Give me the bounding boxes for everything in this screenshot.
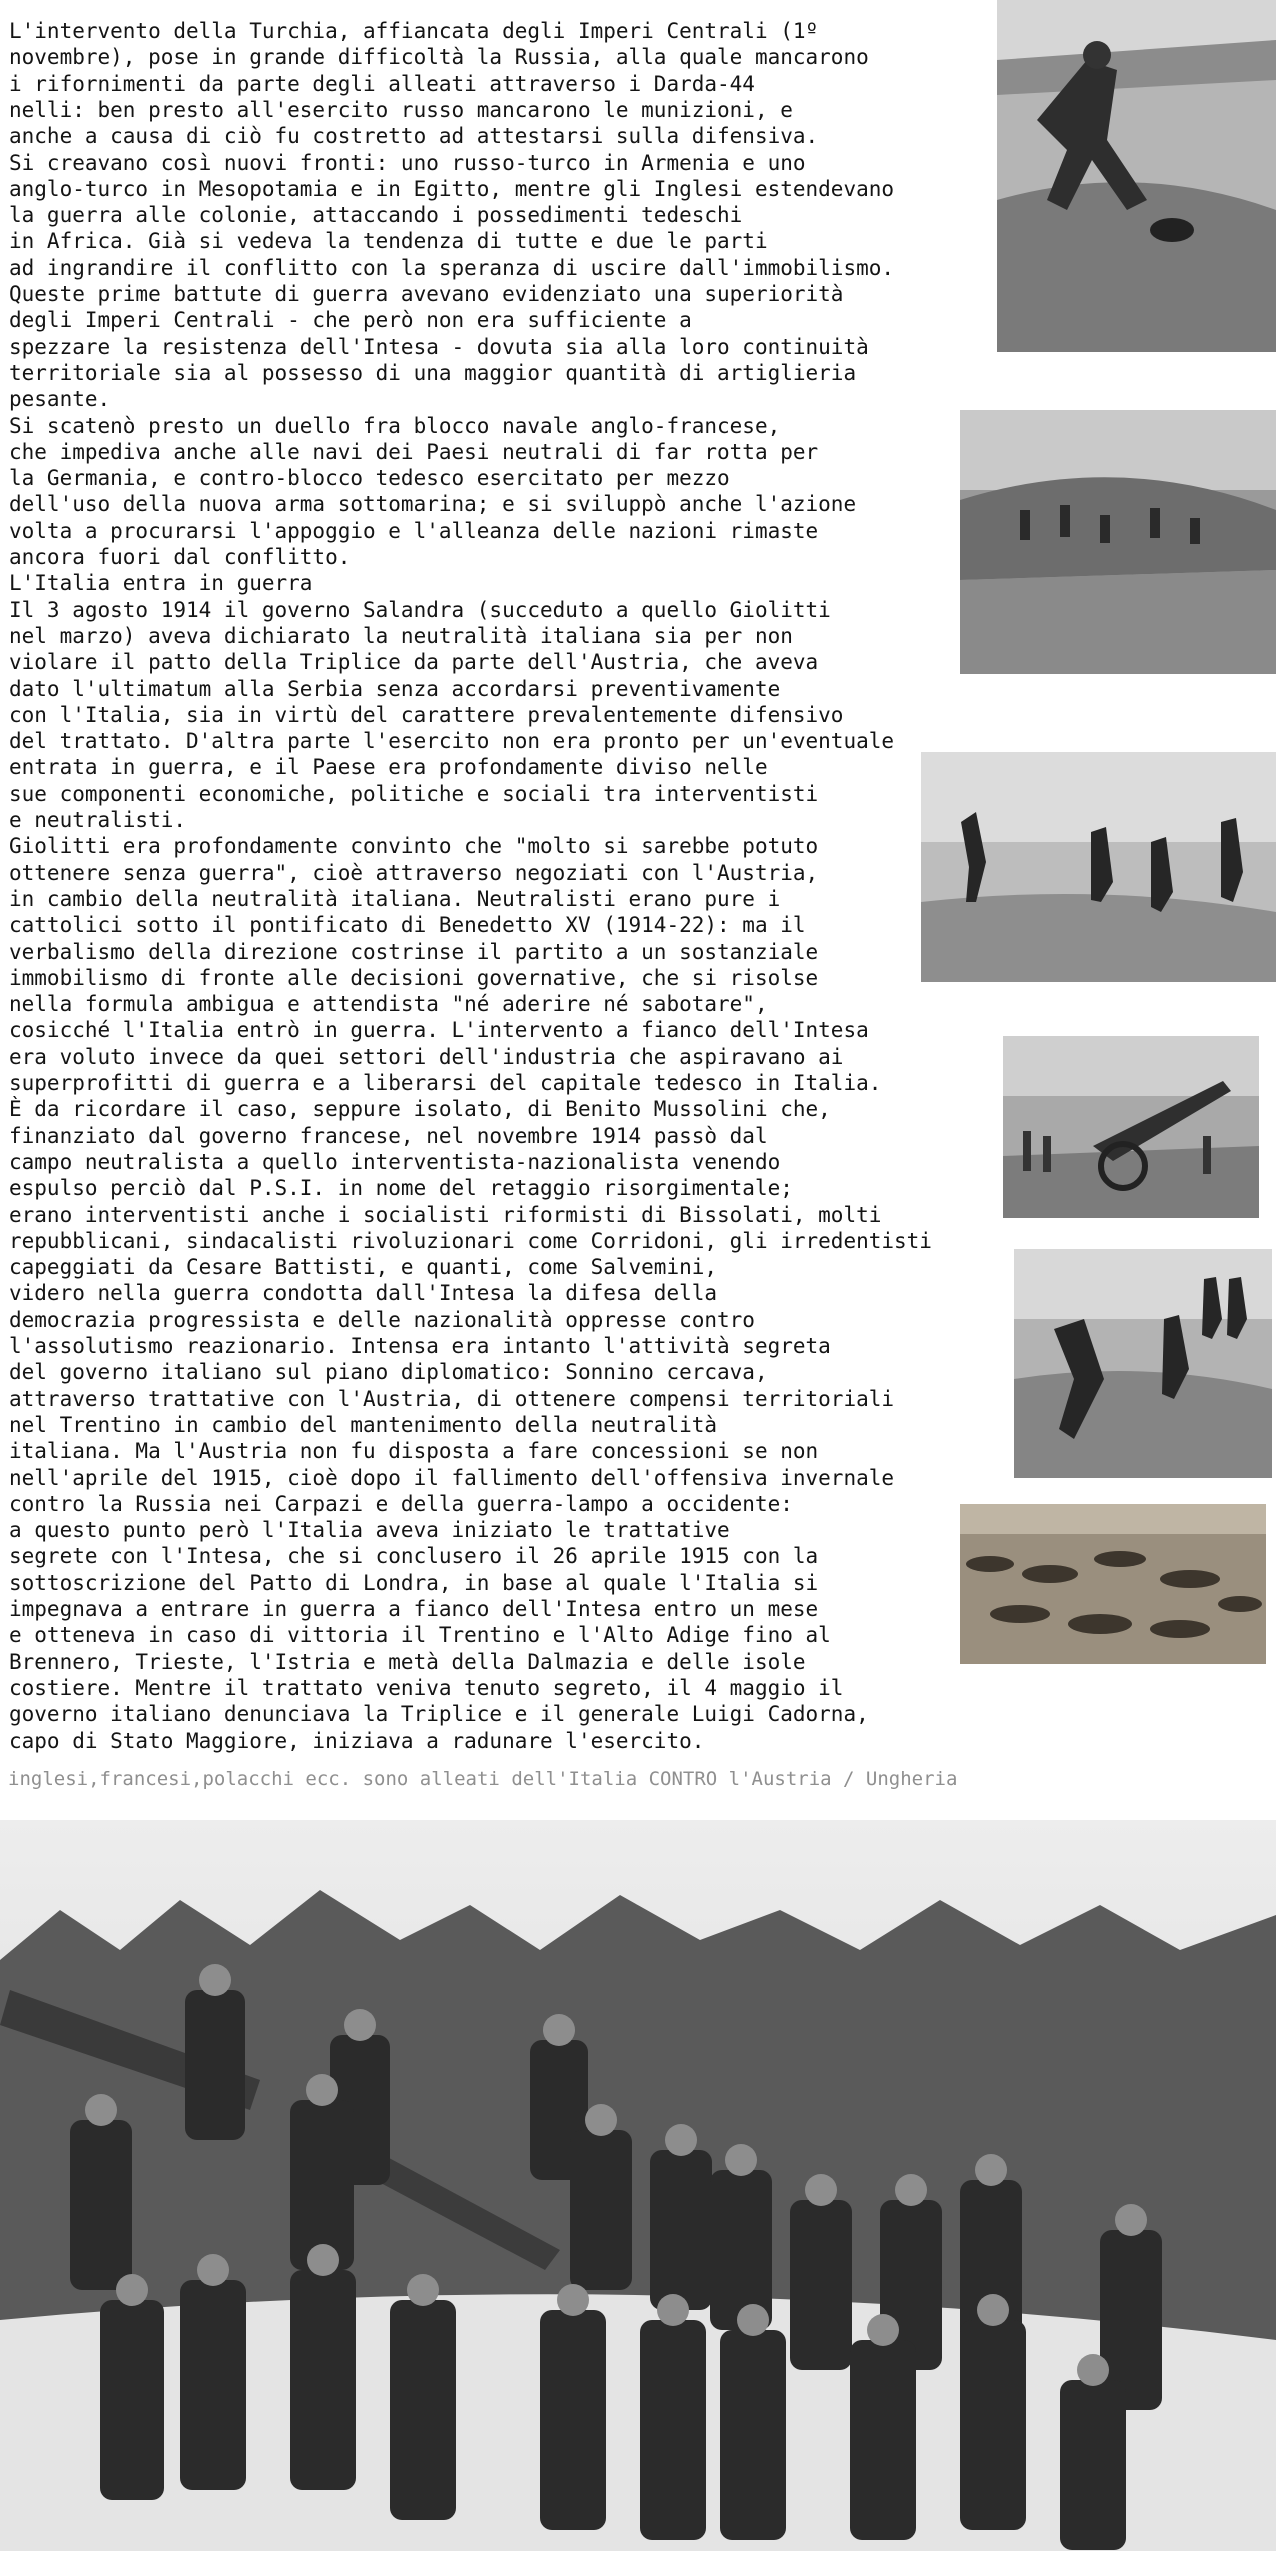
article-line: nel marzo) aveva dichiarato la neutralità italiana sia per non (9, 623, 793, 648)
article-line: anche a causa di ciò fu costretto ad attestarsi sulla difensiva. (9, 124, 819, 149)
article-line: territoriale sia al possesso di una maggior quantità di artiglieria (9, 360, 857, 385)
article-line: videro nella guerra condotta dall'Intesa la difesa della (9, 1281, 718, 1306)
article-line: campo neutralista a quello interventista-nazionalista venendo (9, 1149, 781, 1174)
article-line: in cambio della neutralità italiana. Neutralisti erano pure i (9, 886, 781, 911)
article-line: capo di Stato Maggiore, iniziava a radunare l'esercito. (9, 1728, 705, 1753)
group-portrait-photo-icon (0, 1820, 1276, 2551)
photo-soldiers-falling (1014, 1249, 1272, 1478)
article-line: costiere. Mentre il trattato veniva tenuto segreto, il 4 maggio il (9, 1675, 844, 1700)
article-line: l'assolutismo reazionario. Intensa era intanto l'attività segreta (9, 1334, 831, 1358)
article-line: che impediva anche alle navi dei Paesi neutrali di far rotta per (9, 439, 819, 464)
article-line: attraverso trattative con l'Austria, di ottenere compensi territoriali (9, 1386, 895, 1411)
article-line: sue componenti economiche, politiche e sociali tra interventisti (9, 781, 819, 806)
photo-soldiers-charging (921, 752, 1276, 982)
article-line: volta a procurarsi l'appoggio e l'alleanza delle nazioni rimaste (9, 518, 819, 543)
article-line: nella formula ambigua e attendista "né aderire né sabotare", (9, 992, 768, 1017)
article-line: la Germania, e contro-blocco tedesco esercitato per mezzo (9, 466, 730, 491)
article-line: immobilismo di fronte alle decisioni governative, che si risolse (9, 965, 819, 990)
photo-battlefield-assault (960, 410, 1276, 674)
fallen-soldiers-photo-icon (960, 1504, 1266, 1664)
article-line: degli Imperi Centrali - che però non era sufficiente a (9, 308, 692, 333)
article-line: pesante. (9, 387, 111, 412)
article-line: era voluto invece da quei settori dell'industria che aspiravano ai (9, 1044, 844, 1069)
article-line: finanziato dal governo francese, nel novembre 1914 passò dal (9, 1123, 768, 1148)
article-line: È da ricordare il caso, seppure isolato, di Benito Mussolini che, (9, 1097, 831, 1122)
article-line: entrata in guerra, e il Paese era profondamente diviso nelle (9, 755, 768, 780)
article-line: e neutralisti. (9, 808, 187, 832)
article-line: del trattato. D'altra parte l'esercito non era pronto per un'eventuale (9, 729, 895, 754)
article-line: dell'uso della nuova arma sottomarina; e si sviluppò anche l'azione (9, 492, 857, 517)
article-line: ancora fuori dal conflitto. (9, 545, 351, 569)
article-line: del governo italiano sul piano diplomatico: Sonnino cercava, (9, 1360, 768, 1385)
article-line: espulso perciò dal P.S.I. in nome del retaggio risorgimentale; (9, 1176, 793, 1201)
article-line: italiana. Ma l'Austria non fu disposta a fare concessioni se non (9, 1439, 819, 1464)
article-line: repubblicani, sindacalisti rivoluzionari come Corridoni, gli irredentisti (9, 1228, 932, 1253)
article-line: nelli: ben presto all'esercito russo mancarono le munizioni, e (9, 97, 793, 122)
article-line: democrazia progressista e delle nazionalità oppresse contro (9, 1307, 755, 1332)
article-line: superprofitti di guerra e a liberarsi del capitale tedesco in Italia. (9, 1071, 882, 1095)
photo-caption: inglesi,francesi,polacchi ecc. sono alleati dell'Italia CONTRO l'Austria / Ungheria (8, 1768, 958, 1790)
article-line: L'Italia entra in guerra (9, 571, 313, 596)
battlefield-photo-icon (960, 410, 1276, 674)
soldier-trench-photo-icon (997, 0, 1276, 352)
article-line: Si scatenò presto un duello fra blocco navale anglo-francese, (9, 413, 781, 438)
article-line: contro la Russia nei Carpazi e della guerra-lampo a occidente: (9, 1491, 793, 1516)
article-line: Giolitti era profondamente convinto che "molto si sarebbe potuto (9, 834, 819, 859)
article-line: novembre), pose in grande difficoltà la Russia, alla quale mancarono (9, 45, 869, 70)
soldiers-charging-photo-icon (921, 752, 1276, 982)
article-line: violare il patto della Triplice da parte dell'Austria, che aveva (9, 650, 819, 675)
article-line: nell'aprile del 1915, cioè dopo il fallimento dell'offensiva invernale (9, 1465, 895, 1490)
photo-artillery-gun (1003, 1036, 1259, 1218)
article-line: impegnava a entrare in guerra a fianco dell'Intesa entro un mese (9, 1597, 819, 1621)
article-line: L'intervento della Turchia, affiancata degli Imperi Centrali (1º (9, 19, 819, 43)
photo-fallen-soldiers-field (960, 1504, 1266, 1664)
article-line: anglo-turco in Mesopotamia e in Egitto, mentre gli Inglesi estendevano (9, 176, 895, 201)
article-line: nel Trentino in cambio del mantenimento della neutralità (9, 1412, 718, 1437)
article-line: con l'Italia, sia in virtù del carattere prevalentemente difensivo (9, 702, 844, 727)
article-line: spezzare la resistenza dell'Intesa - dovuta sia alla loro continuità (9, 334, 869, 359)
article-line: i rifornimenti da parte degli alleati attraverso i Darda-44 (9, 71, 755, 96)
artillery-photo-icon (1003, 1036, 1259, 1218)
article-line: segrete con l'Intesa, che si conclusero il 26 aprile 1915 con la (9, 1544, 819, 1569)
article-line: Brennero, Trieste, l'Istria e metà della Dalmazia e delle isole (9, 1649, 806, 1674)
article-line: capeggiati da Cesare Battisti, e quanti, come Salvemini, (9, 1255, 718, 1280)
photo-group-artillery-snow (0, 1820, 1276, 2551)
article-line: erano interventisti anche i socialisti riformisti di Bissolati, molti (9, 1202, 882, 1227)
article-line: in Africa. Già si vedeva la tendenza di tutte e due le parti (9, 229, 768, 254)
photo-soldier-trench (997, 0, 1276, 352)
article-line: cattolici sotto il pontificato di Benedetto XV (1914-22): ma il (9, 913, 806, 938)
article-line: dato l'ultimatum alla Serbia senza accordarsi preventivamente (9, 676, 781, 701)
article-line: Queste prime battute di guerra avevano evidenziato una superiorità (9, 282, 844, 306)
article-line: Si creavano così nuovi fronti: uno russo-turco in Armenia e uno (9, 150, 806, 175)
article-line: la guerra alle colonie, attaccando i possedimenti tedeschi (9, 203, 743, 228)
article-line: ad ingrandire il conflitto con la speranza di uscire dall'immobilismo. (9, 255, 895, 280)
article-line: Il 3 agosto 1914 il governo Salandra (succeduto a quello Giolitti (9, 597, 831, 622)
article-line: governo italiano denunciava la Triplice e il generale Luigi Cadorna, (9, 1702, 869, 1727)
article-line: cosicché l'Italia entrò in guerra. L'intervento a fianco dell'Intesa (9, 1018, 869, 1043)
article-line: verbalismo della direzione costrinse il partito a un sostanziale (9, 939, 819, 964)
article-line: e otteneva in caso di vittoria il Trentino e l'Alto Adige fino al (9, 1623, 831, 1648)
article-line: ottenere senza guerra", cioè attraverso negoziati con l'Austria, (9, 860, 819, 885)
article-line: sottoscrizione del Patto di Londra, in base al quale l'Italia si (9, 1570, 819, 1595)
soldiers-falling-photo-icon (1014, 1249, 1272, 1478)
article-line: a questo punto però l'Italia aveva iniziato le trattative (9, 1518, 730, 1543)
